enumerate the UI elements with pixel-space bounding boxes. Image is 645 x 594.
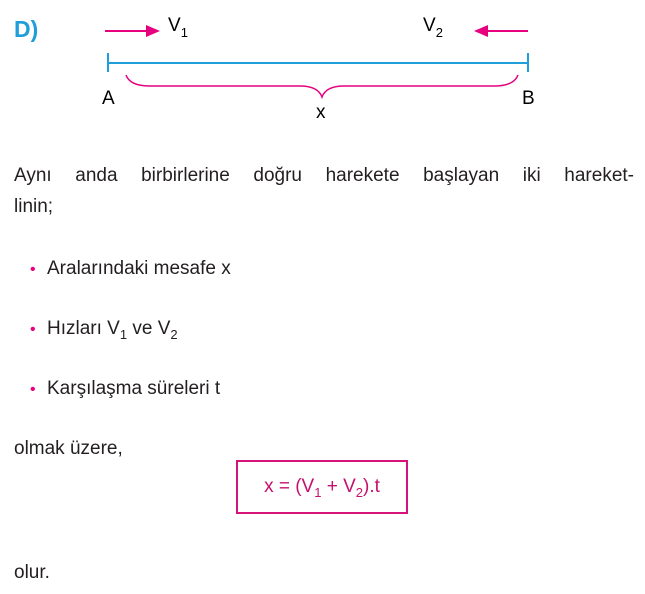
point-b-label: B [522, 88, 535, 109]
bullet-time [30, 378, 220, 400]
distance-label: x [316, 102, 326, 123]
bullet-dot-icon: • [30, 381, 36, 398]
bullet-text: Karşılaşma süreleri t [47, 378, 221, 399]
v1-label: $V_1$ [168, 15, 188, 40]
point-a-label: A [102, 88, 115, 109]
condition-text: olmak üzere, [14, 438, 123, 459]
bullet-dot-icon: • [30, 321, 36, 338]
v1-arrow-head [146, 25, 160, 37]
closing-text: olur. [14, 562, 50, 583]
distance-brace [126, 75, 518, 97]
bullet-dot-icon: • [30, 261, 36, 278]
intro-paragraph [14, 160, 634, 222]
section-label: D) [14, 16, 39, 42]
v2-label: $V_2$ [423, 15, 443, 40]
bullet-distance [30, 258, 231, 280]
bullet-text: Hızları $V_1$ ve $V_2$ [47, 318, 178, 342]
formula-box [236, 460, 408, 514]
motion-diagram [0, 0, 645, 130]
formula-text: $x = (V_1 + V_2).t$ [264, 476, 380, 500]
bullet-speeds [30, 318, 178, 340]
intro-line-1: Aynı anda birbirlerine doğru harekete başlayan iki hareket- [14, 165, 634, 186]
bullet-text: Aralarındaki mesafe x [47, 258, 231, 279]
intro-line-2: linin; [14, 196, 54, 217]
v2-arrow-head [474, 25, 488, 37]
